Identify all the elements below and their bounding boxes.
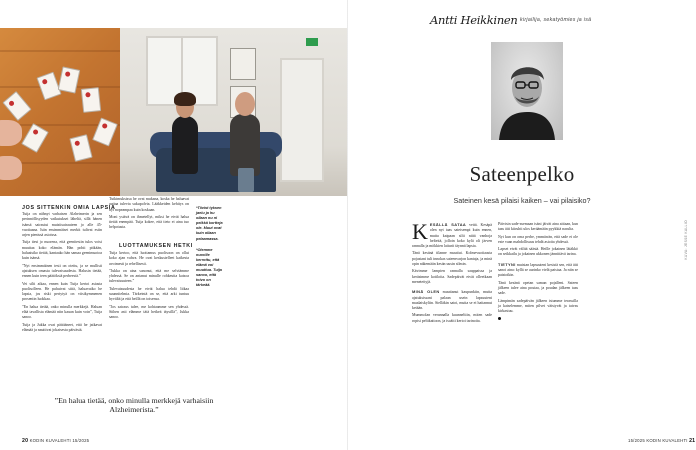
article-column-2 xyxy=(109,197,189,233)
page-number: 20 xyxy=(22,438,29,444)
caption: *Olemme nuorille kerrottu, että elämä voi muuttua. Tuija sanoo, että toivo on tärkeää. xyxy=(196,247,222,288)
paragraph: muistan lapsuuteni kesistä sen, että äiti sanoi aina: kyllä se aurinko vielä paistaa. Ja niin se paistoikin. xyxy=(498,262,578,278)
pull-quote: ”En halua tietää, onko minulla merkkejä varhaisiin Alzheimerista.” xyxy=(54,396,214,415)
paragraph: Mummolan verannalla kuunneltiin, miten sade ropisi peltikattoon, ja isoäiti kertoi tarinoita. xyxy=(412,313,492,323)
paragraph: Tulevaisuudesta he eivät halua tehdä liikaa suunnitelmia. Tärkeintä on se, että arki tuntuu hyvältä ja että heillä on toisensa. xyxy=(109,286,189,302)
paragraph: ”Jos sairaus tulee, me kohtaamme sen yhdessä. Siihen asti elämme tätä hetkeä täysillä”, Jukka sanoo. xyxy=(109,304,189,320)
folio-left xyxy=(22,438,89,444)
paragraph: Tuija tiesi jo nuorena, että geenitestin tulos voisi muuttaa koko elämän. Hän pohti pitkään, haluaisiko tietää, kantaako hän samaa geenimuotoa kuin isänsä. xyxy=(22,240,102,261)
paragraph: ”Jukka on aina sanonut, että me selviämme yhdessä. Se on antanut minulle rohkeutta katsoa tulevaisuuteen.” xyxy=(109,268,189,284)
paragraph: Kävimme lampien rannalla saappaissa ja keräsimme kotiloita. Sadepäivät eivät olleetkaan menetettyjä. xyxy=(412,269,492,284)
paragraph: Lapset eivät välitä säästä. Heille jokainen lätäkkö on seikkailu ja jokainen ukkonen jännittävä tarina. xyxy=(498,247,578,257)
photo-caption-sidebar xyxy=(196,206,226,290)
paragraph: Tuija on nähnyt varhaisen Alzheimerin ja sen perinnöllisyyden vaikutukset läheltä, sillä hänen isänsä sairastui muistisairauteen jo alle 45-vuotiaana. Isän ensimmäiset merkit tulivat esiin arjen pienissä asioissa. xyxy=(22,212,102,238)
page-number: 21 xyxy=(689,438,696,444)
photo-couple-sofa xyxy=(120,28,348,196)
photo-card-game xyxy=(0,28,120,196)
section-heading: JOS SITTENKIN OMIA LAPSIA xyxy=(22,205,116,211)
column-text-1 xyxy=(412,219,492,326)
caption: *Tiivist tyksen jaelu ja hu ollaan nu ni pelkkä kortteja ole. Muut ovat kuin ollaan pelaamassa. xyxy=(196,206,223,241)
paragraph: Päivisin sade-asemaan isäni jäivät aina aittaan, kun taas äiti kiiruhti ulos keräämään pyykkiä narulta. xyxy=(498,222,578,232)
paragraph: ”Nyt ensimmäinen testi on otettu, ja se mullisti ajatuksen omasta tulevaisuudesta. Halusin tietää, ennen kuin teen päätöksiä perheestä.” xyxy=(22,263,102,279)
right-page xyxy=(348,0,696,450)
lead-in: ESÄLLÄ SATAA xyxy=(429,222,467,227)
magazine-issue: 15/2025 KODIN KUVALEHTI xyxy=(628,438,688,443)
paragraph: ”En halua tietää, onko minulla merkkejä. Haluan elää tavallista elämää niin kauan kuin voin”, Tuija sanoo. xyxy=(22,304,102,320)
paragraph: vettä. Kesäpä olen nyt taas sateisempi kuin ennen, mutta kaipaan silti niitä vanhoja helteitä, jolloin koko kylä oli järven rannalla ja mökkien laiturit täynnä lapsia. xyxy=(412,223,492,249)
exit-sign xyxy=(306,38,318,46)
article-subtitle: Sateinen kesä pilaisi kaiken – vai pilaisiko? xyxy=(453,196,591,205)
article-column-2b xyxy=(109,251,189,323)
paragraph: Lämpimän sadepäivän jälkeen istumme terassilla ja katselemme, miten pilvet väistyvät ja taivas kirkastuu. xyxy=(498,298,578,314)
sub-heading: LUOTTAMUKSEN HETKI xyxy=(119,243,194,249)
paragraph: Tänä kesänä opetan saman pojalleni. Sateen jälkeen tulee aina poutaa, ja poudan jälkeen taas sade. xyxy=(498,280,578,296)
column-text-2 xyxy=(498,222,578,322)
columnist-signature: Antti Heikkinen xyxy=(430,13,518,27)
magazine-issue: KODIN KUVALEHTI 15/2025 xyxy=(29,438,90,443)
paragraph: muuttanut kaupunkiin, mutta ajatuksissani palaan usein lapsuuteni maalaiskyliin. Sielläkin satoi, mutta se ei haitannut ketään. xyxy=(412,290,492,311)
lead-in: TIETYNI xyxy=(498,261,516,267)
drop-cap: K xyxy=(412,219,428,244)
paragraph: Tänä kesänä tilanne muuttui. Kolmevuotiaasta pojastani tuli innokas sateenvarjon kantaja, ja minä opin näkemään kesän uusin silmin. xyxy=(412,251,492,267)
paragraph: Nyt kun on oma perhe, ymmärrän, että sade ei ole este vaan mahdollisuus tehdä asioita yhdessä. xyxy=(498,234,578,244)
folio-right xyxy=(628,438,695,444)
paragraph: Tutkimuksissa he ovat mukana, koska he haluavat auttaa tulevia sukupolvia. Lääkkeiden kehitys on nyt nopeampaa kuin koskaan. xyxy=(109,197,189,212)
paragraph: Tuija kertoo, että luottamus puolisoon on ollut koko ajan vahva. He ovat keskustelleet kaikesta avoimesti ja rehellisesti. xyxy=(109,251,189,266)
columnist-tagline: kirjailija, sekatyömies ja isä xyxy=(520,17,592,23)
portrait-illustration xyxy=(491,42,563,140)
end-mark xyxy=(498,317,501,320)
article-title: Sateenpelko xyxy=(469,162,575,186)
lead-in: MINÄ OLEN xyxy=(412,289,440,295)
photo-credit: KUVA: JESSE KALLIO xyxy=(684,220,688,260)
article-column-1 xyxy=(22,212,102,335)
paragraph: Tuija ja Jukka ovat päättäneet, että he jatkavat elämää ja nauttivat jokaisesta päivästä. xyxy=(22,322,102,332)
columnist-portrait xyxy=(491,42,563,140)
paragraph: Moni ystävä on ihmetellyt, miksi he eivät halua tietää enempää. Tuija kokee, että tieto ei aina tuo helpotusta. xyxy=(109,214,189,230)
paragraph: Vei silti aikaa, ennen kuin Tuija kertoi asiasta puolisolleen. He puhuivat siitä, haluavatko he lapsia, jos riski periytyä on viisikymmenen prosentin luokkaa. xyxy=(22,281,102,302)
